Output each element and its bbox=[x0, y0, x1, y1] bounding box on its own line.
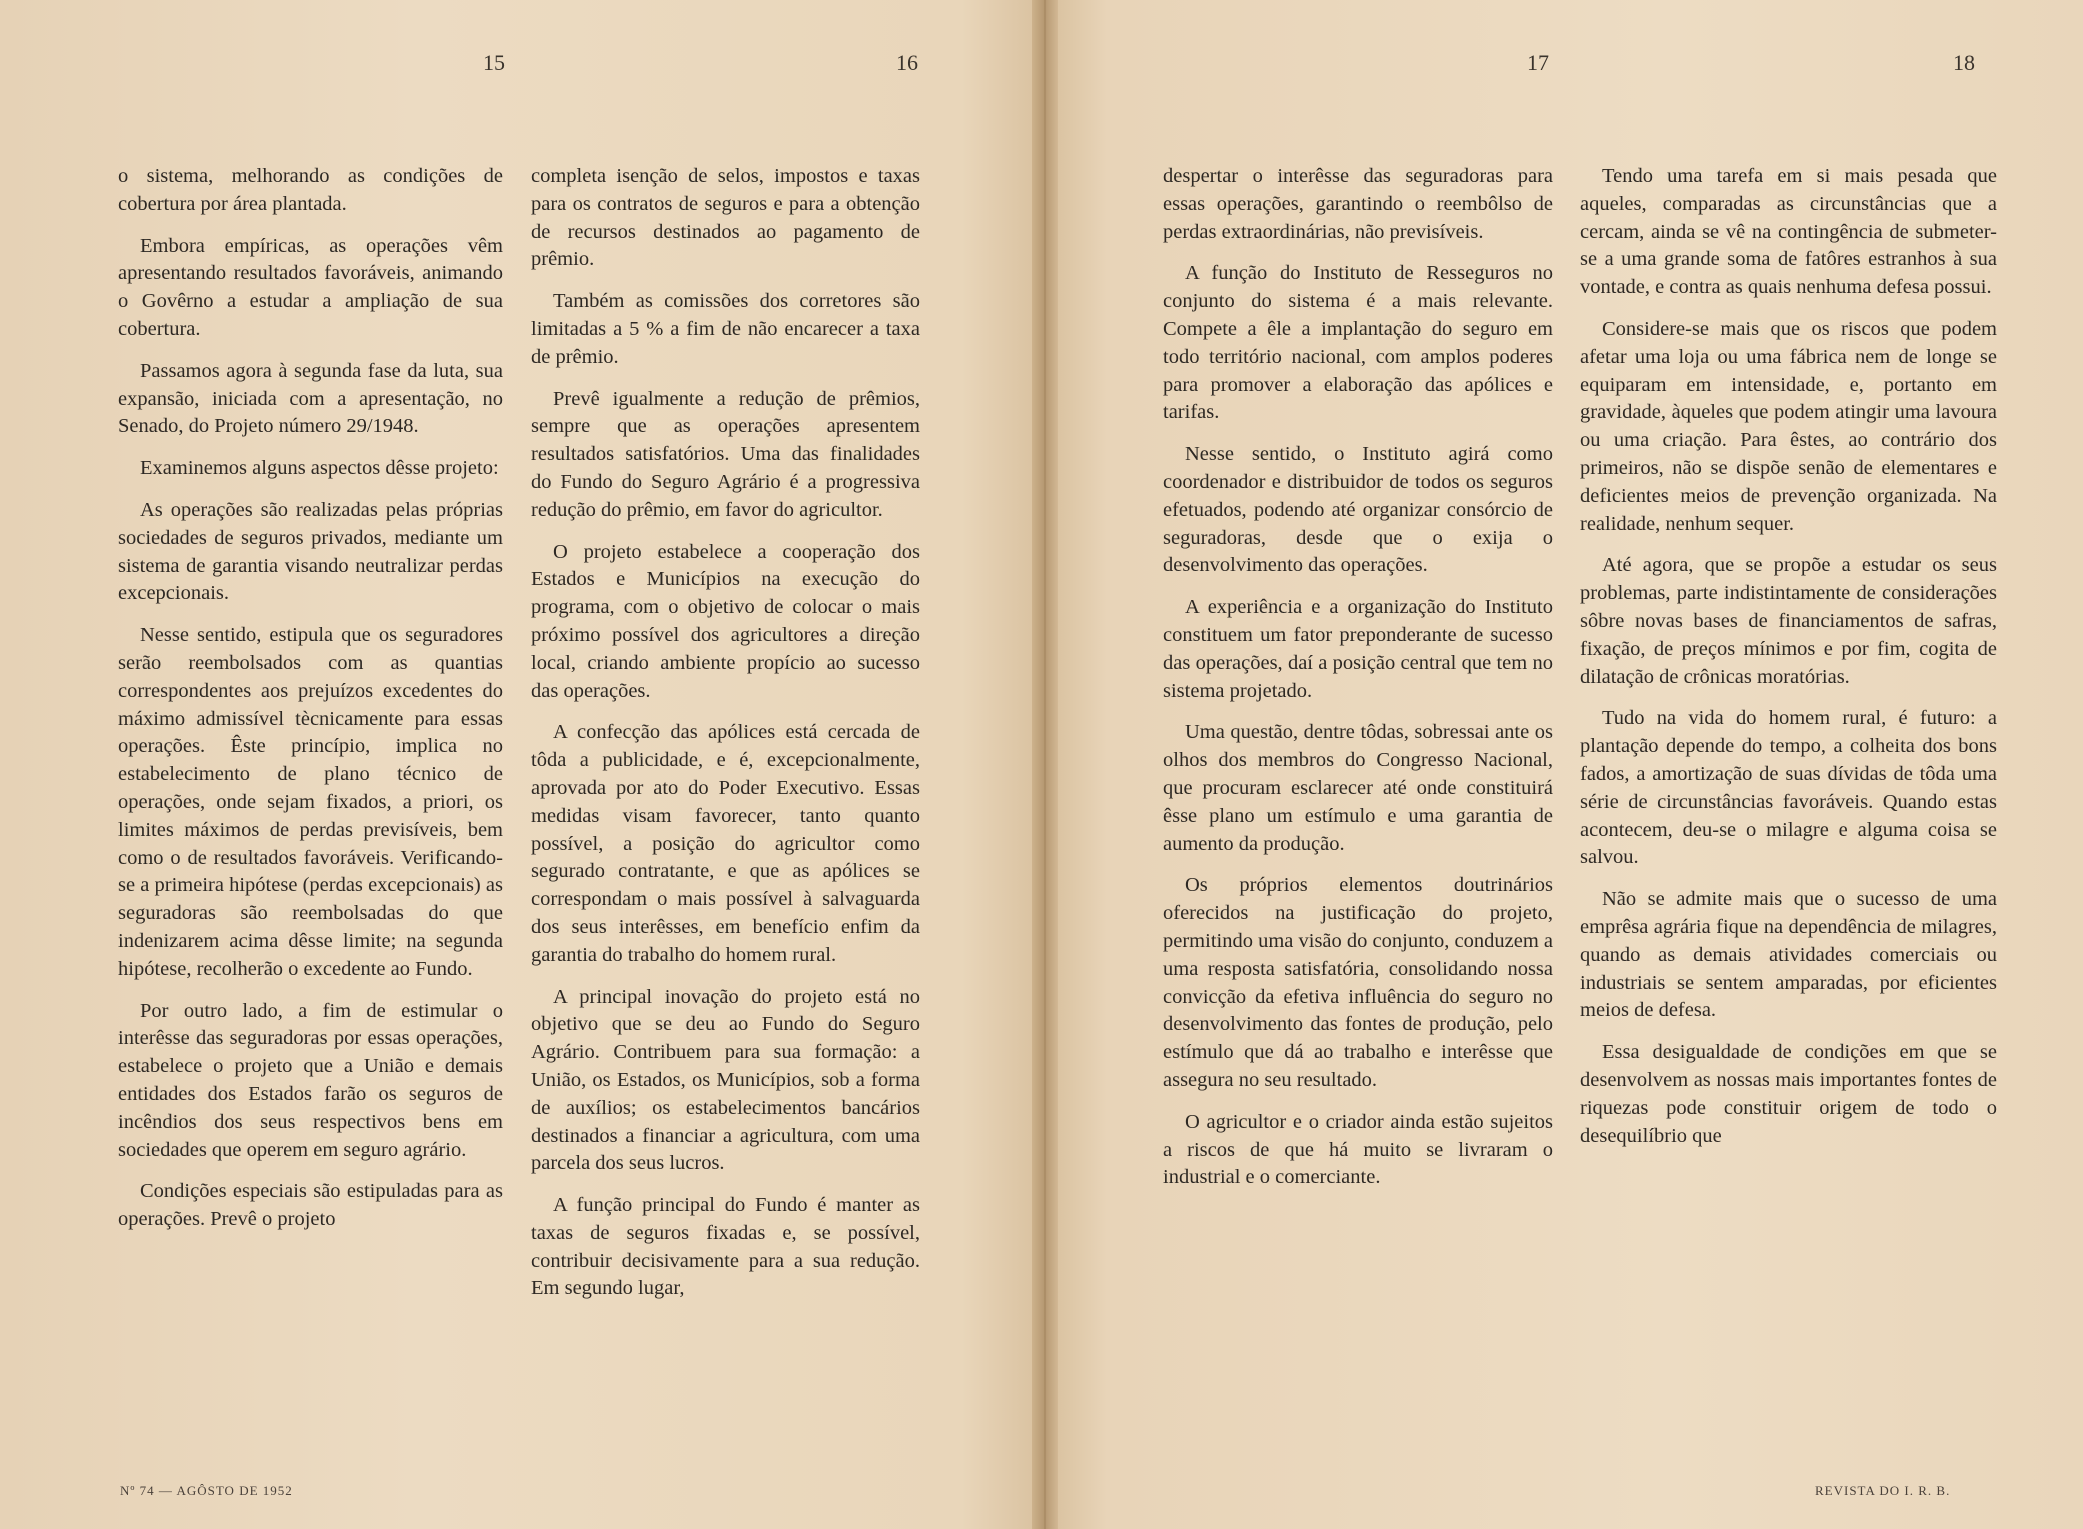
paragraph: Uma questão, dentre tôdas, sobressai ante os olhos dos membros do Congresso Nacional, que procuram esclarecer até onde constituirá êsse plano um estímulo e uma garantia de aumento da produção. bbox=[1163, 721, 1553, 855]
paragraph: Também as comissões dos corretores são limitadas a 5 % a fim de não encarecer a taxa de prêmio. bbox=[531, 290, 920, 368]
paragraph: Passamos agora à segunda fase da luta, sua expansão, iniciada com a apresentação, no Senado, do Projeto número 29/1948. bbox=[118, 359, 503, 438]
paragraph: Nesse sentido, estipula que os seguradores serão reembolsados com as quantias correspondentes aos prejuízos excedentes do máximo admissível tècnicamente para essas operações. Êste princípio, implica no estabelecimento de plano técnico de operações, onde sejam fixados, a priori, os limites máximos de perdas previsíveis, bem como o de resultados favoráveis. Verificando-se a primeira hipótese (perdas excepcionais) as seguradoras são reembolsadas do que indenizarem acima dêsse limite; na segunda hipótese, recolherão o excedente ao Fundo. bbox=[118, 624, 503, 980]
paragraph: A função do Instituto de Resseguros no conjunto do sistema é a mais relevante. Compete a êle a implantação do seguro em todo território nacional, com amplos poderes para promover a elaboração das apólices e tarifas. bbox=[1163, 262, 1553, 424]
paragraph: Nesse sentido, o Instituto agirá como coordenador e distribuidor de todos os seguros efetuados, podendo até organizar consórcio de seguradoras, desde que o exija o desenvolvimento das operações. bbox=[1163, 443, 1553, 577]
right-page bbox=[1045, 0, 2083, 1529]
paragraph: despertar o interêsse das seguradoras para essas operações, garantindo o reembôlso de perdas extraordinárias, não previsíveis. bbox=[1163, 165, 1553, 243]
page-number-15: 15 bbox=[483, 50, 505, 75]
paragraph: A função principal do Fundo é manter as taxas de seguros fixadas e, se possível, contribuir decisivamente para a sua redução. Em segundo lugar, bbox=[531, 1194, 920, 1300]
paragraph: Prevê igualmente a redução de prêmios, sempre que as operações apresentem resultados satisfatórios. Uma das finalidades do Fundo do Seguro Agrário é a progressiva redução do prêmio, em favor do agricultor. bbox=[531, 387, 920, 521]
paragraph: Tudo na vida do homem rural, é futuro: a plantação depende do tempo, a colheita dos bons fados, a amortização de suas dívidas de tôda uma série de circunstâncias favoráveis. Quando estas acontecem, deu-se o milagre e alguma coisa se salvou. bbox=[1580, 707, 1997, 869]
paragraph: Condições especiais são estipuladas para as operações. Prevê o projeto bbox=[118, 1180, 503, 1231]
paragraph: As operações são realizadas pelas próprias sociedades de seguros privados, mediante um sistema de garantia visando neutralizar perdas excepcionais. bbox=[118, 498, 503, 605]
paragraph: O projeto estabelece a cooperação dos Estados e Municípios na execução do programa, com o objetivo de colocar o mais próximo possível dos agricultores a direção local, criando ambiente propício ao sucesso das operações. bbox=[531, 540, 920, 702]
column-page-18 bbox=[1580, 163, 1997, 1164]
paragraph: Embora empíricas, as operações vêm apresentando resultados favoráveis, animando o Govêrno a estudar a ampliação de sua cobertura. bbox=[118, 234, 503, 340]
paragraph: Considere-se mais que os riscos que podem afetar uma loja ou uma fábrica nem de longe se equiparam em intensidade, e, portanto em gravidade, àqueles que podem atingir uma lavoura ou uma criação. Para êstes, ao contrário dos primeiros, não se dispõe senão de elementares e deficientes meios de prevenção organizada. Na realidade, nenhum sequer. bbox=[1580, 317, 1997, 535]
footer-issue-date: Nº 74 — AGÔSTO DE 1952 bbox=[120, 1483, 293, 1498]
page-number-17: 17 bbox=[1527, 50, 1549, 75]
paragraph: Os próprios elementos doutrinários oferecidos na justificação do projeto, permitindo uma visão do conjunto, conduzem a uma resposta satisfatória, consolidando nossa convicção da efetiva influência do seguro no desenvolvimento das fontes de produção, pelo estímulo que dá ao trabalho e interêsse que assegura no seu resultado. bbox=[1163, 874, 1553, 1091]
page-number-16: 16 bbox=[896, 50, 918, 75]
book-gutter bbox=[1032, 0, 1058, 1529]
paragraph: Não se admite mais que o sucesso de uma emprêsa agrária fique na dependência de milagres, quando as demais atividades comerciais ou industriais se sentem amparadas, por eficientes meios de defesa. bbox=[1580, 888, 1997, 1022]
paragraph: O agricultor e o criador ainda estão sujeitos a riscos de que há muito se livraram o industrial e o comerciante. bbox=[1163, 1110, 1553, 1189]
page-number-18: 18 bbox=[1953, 50, 1975, 75]
paragraph: o sistema, melhorando as condições de cobertura por área plantada. bbox=[118, 165, 503, 215]
paragraph: A experiência e a organização do Instituto constituem um fator preponderante de sucesso das operações, daí a posição central que tem no sistema projetado. bbox=[1163, 596, 1553, 702]
paragraph: Até agora, que se propõe a estudar os seus problemas, parte indistintamente de considerações sôbre novas bases de financiamentos de safras, fixação, de preços mínimos e por fim, cogita de dilatação de crônicas moratórias. bbox=[1580, 554, 1997, 688]
column-page-16 bbox=[531, 163, 920, 1317]
footer-journal-name: REVISTA DO I. R. B. bbox=[1815, 1483, 1951, 1498]
paragraph: A confecção das apólices está cercada de tôda a publicidade, e é, excepcionalmente, aprovada por ato do Poder Executivo. Essas medidas visam favorecer, tanto quanto possível, a posição do agricultor como segurado contratante, e que as apólices se correspondam o mais possível à salvaguarda dos seus interêsses, em benefício enfim da garantia do trabalho do homem rural. bbox=[531, 721, 920, 966]
paragraph: Por outro lado, a fim de estimular o interêsse das seguradoras por essas operações, estabelece o projeto que a União e demais entidades dos Estados farão os seguros de incêndios dos seus respectivos bens em sociedades que operem em seguro agrário. bbox=[118, 999, 503, 1161]
paragraph: completa isenção de selos, impostos e taxas para os contratos de seguros e para a obtenção de recursos destinados ao pagamento de prêmio. bbox=[531, 165, 920, 271]
paragraph: Essa desigualdade de condições em que se desenvolvem as nossas mais importantes fontes de riquezas pode constituir origem de todo o desequilíbrio que bbox=[1580, 1041, 1997, 1147]
paragraph: Tendo uma tarefa em si mais pesada que aqueles, comparadas as circunstâncias que a cercam, ainda se vê na contingência de submeter-se a uma grande soma de fatôres estranhos à sua vontade, e contra as quais nenhuma defesa possui. bbox=[1580, 165, 1997, 299]
column-page-15 bbox=[118, 163, 503, 1248]
column-page-17 bbox=[1163, 163, 1553, 1206]
paragraph: Examinemos alguns aspectos dêsse projeto: bbox=[140, 457, 499, 480]
paragraph: A principal inovação do projeto está no objetivo que se deu ao Fundo do Seguro Agrário. Contribuem para sua formação: a União, os Estados, os Municípios, sob a forma de auxílios; os estabelecimentos bancários destinados a financiar a agricultura, com uma parcela dos seus lucros. bbox=[531, 985, 920, 1175]
